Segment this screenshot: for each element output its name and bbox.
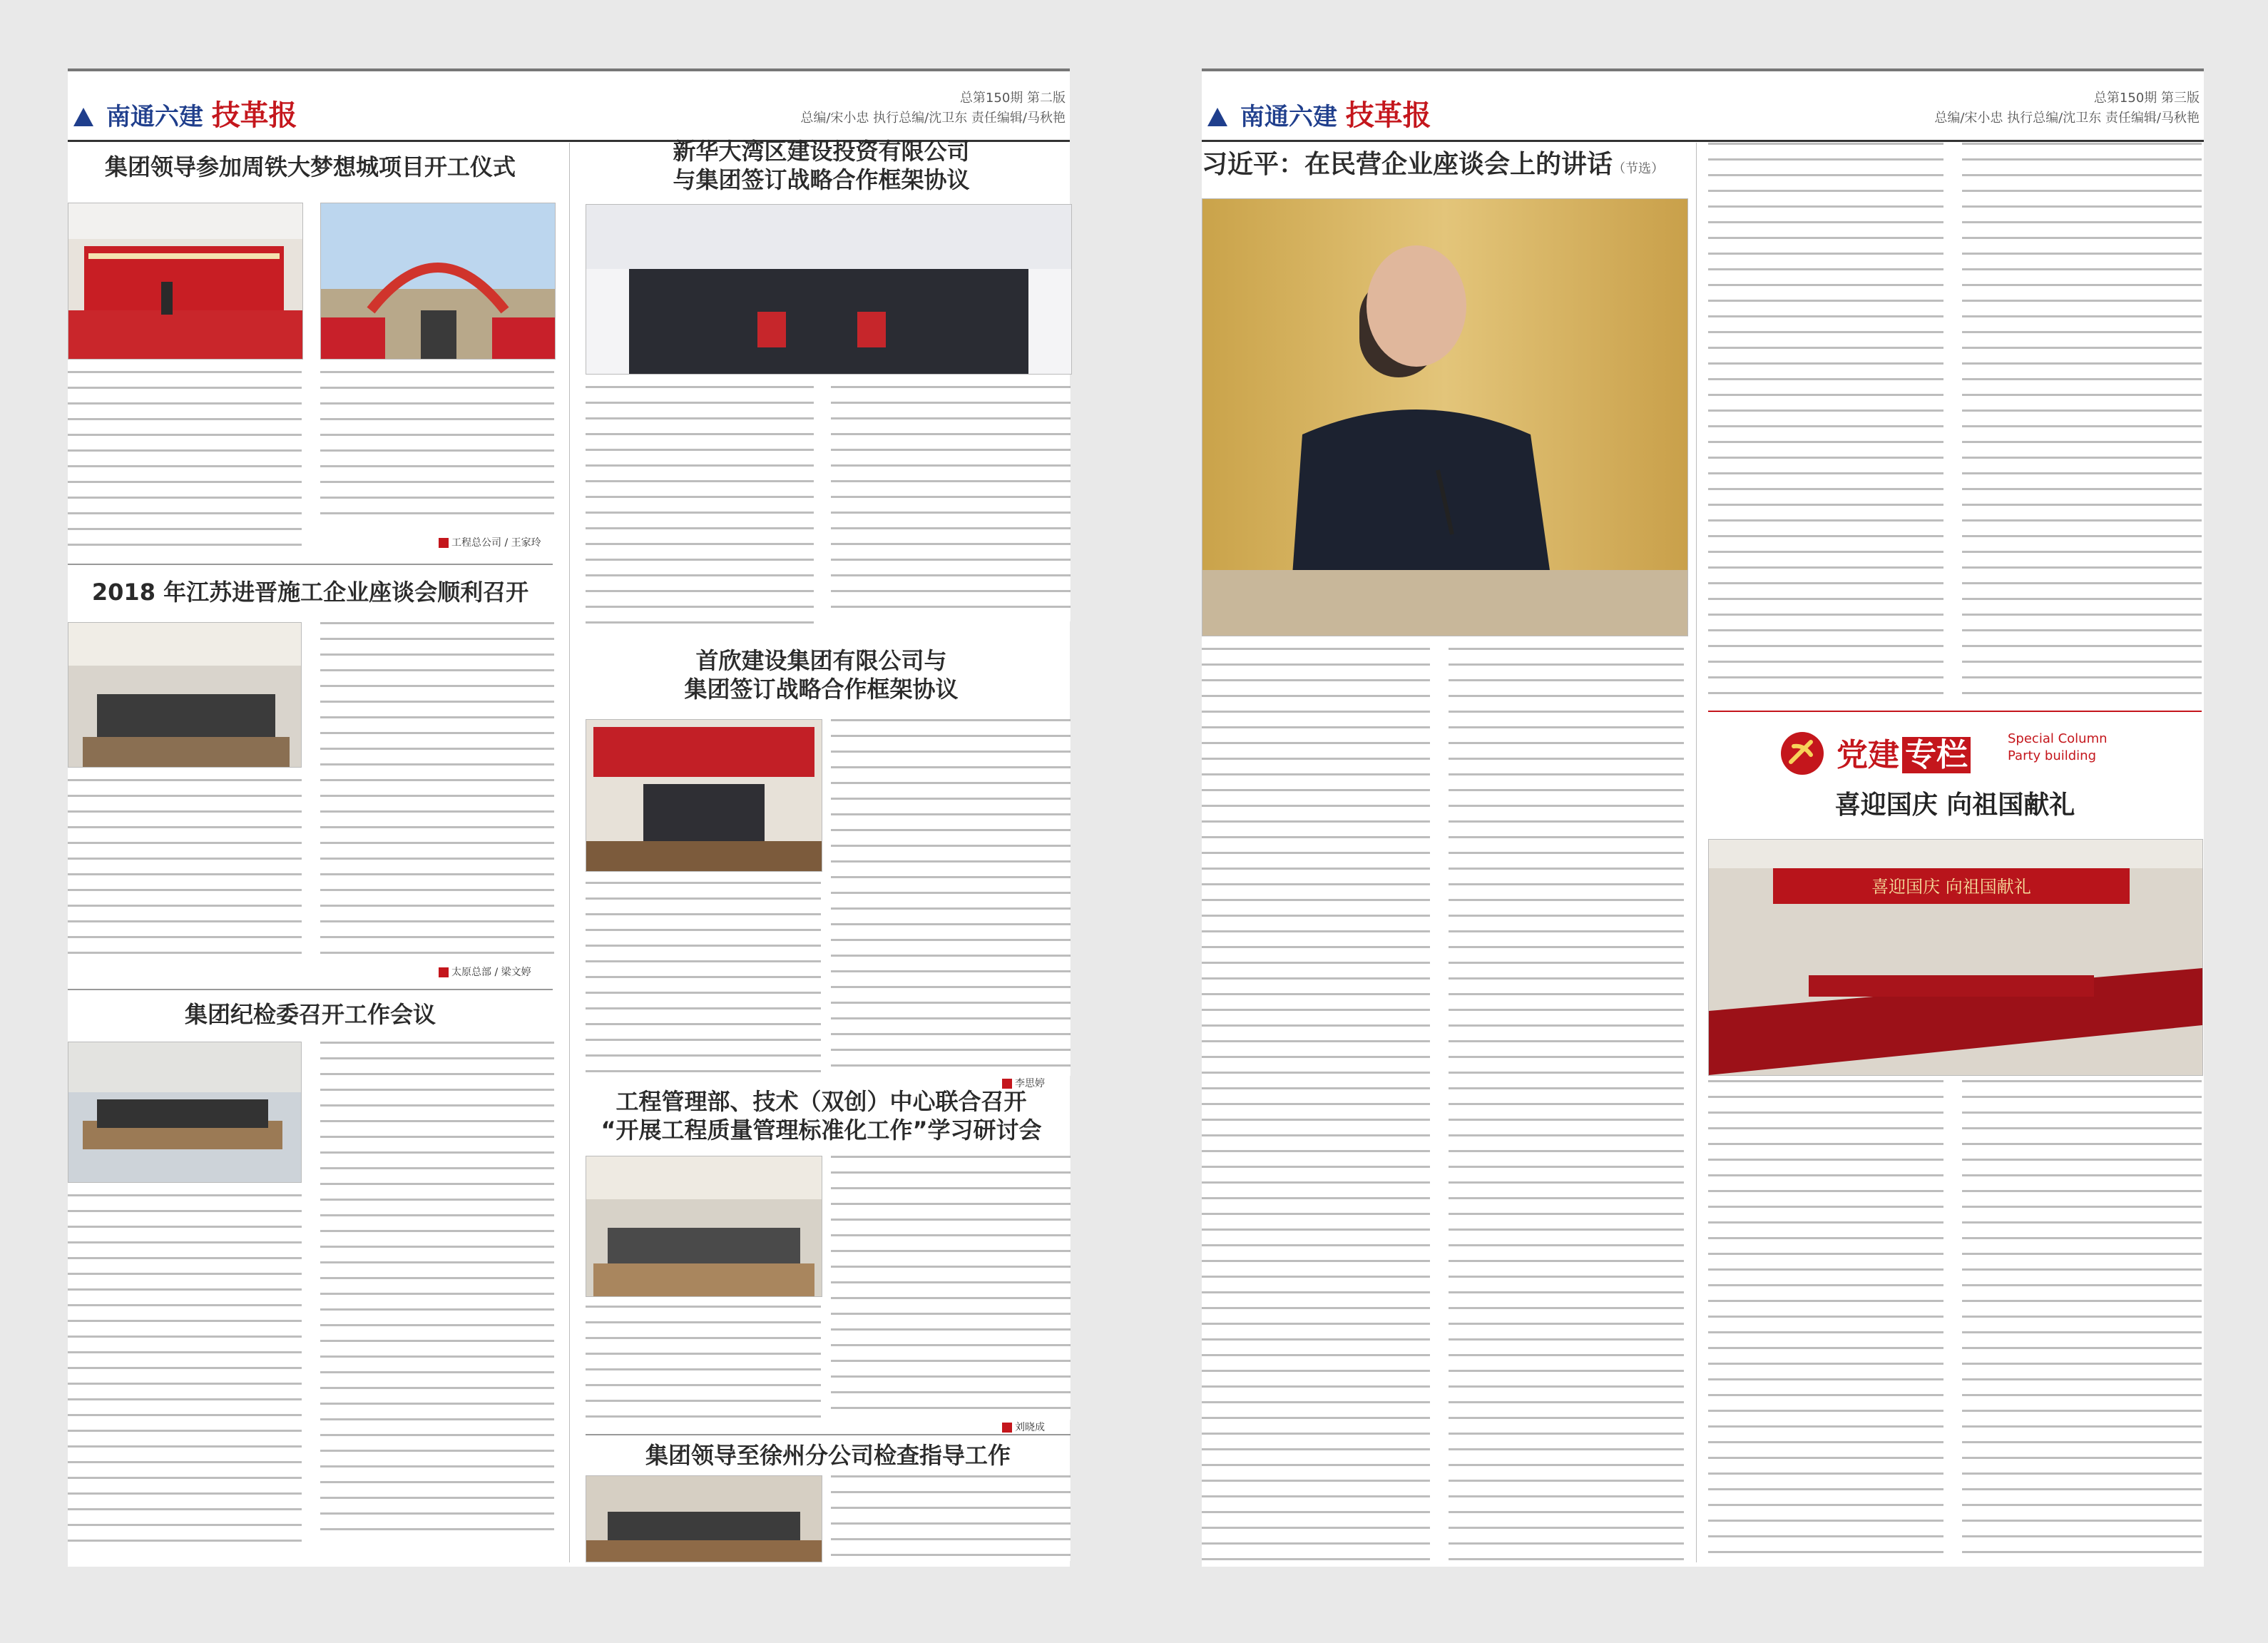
article-title: 2018 年江苏进晋施工企业座谈会顺利召开 [91, 579, 529, 606]
article-body [1202, 648, 1430, 1561]
article-body [586, 882, 821, 1082]
article-body [1708, 143, 1943, 699]
section-divider [68, 989, 553, 990]
article-body [831, 719, 1071, 1076]
article-source: 工程总公司 / 王家玲 [439, 535, 541, 549]
masthead-info [800, 88, 1066, 128]
article-body [831, 386, 1071, 621]
article-body [320, 622, 554, 957]
party-emblem-icon [1779, 731, 1825, 776]
article-body [586, 386, 814, 629]
article-body [586, 1306, 821, 1420]
section-divider [1708, 711, 2202, 712]
source-marker-icon [1002, 1423, 1012, 1433]
article-body [68, 779, 302, 957]
issue-number: 总第150期 第二版 [959, 91, 1066, 106]
top-rule [68, 68, 1070, 71]
article-source: 李思婷 [1002, 1076, 1045, 1090]
speaker-photo [1202, 198, 1688, 636]
source-marker-icon [439, 538, 449, 548]
article-body [1962, 1080, 2202, 1561]
article-body [68, 371, 302, 549]
article-body [68, 1194, 302, 1542]
masthead-logo [1207, 93, 1431, 133]
article-source: 刘晓成 [1002, 1420, 1045, 1434]
column-divider [1696, 143, 1697, 1562]
editor-credits: 总编/宋小忠 执行总编/沈卫东 责任编辑/马秋艳 [1934, 111, 2200, 126]
discipline-meeting-photo [68, 1042, 302, 1183]
editor-credits: 总编/宋小忠 执行总编/沈卫东 责任编辑/马秋艳 [800, 111, 1066, 126]
article-title: 集团领导参加周铁大梦想城项目开工仪式 [104, 153, 516, 180]
brand-name: 南通六建 [1240, 103, 1337, 131]
article-title: 集团纪检委召开工作会议 [184, 1001, 436, 1028]
ceremony-photo-1 [68, 203, 303, 360]
brand-name-red: 技革报 [1345, 98, 1431, 132]
section-divider [68, 564, 553, 565]
article-body [1708, 1080, 1943, 1561]
brand-name: 南通六建 [106, 103, 203, 131]
brand-name-red: 技革报 [211, 98, 297, 132]
source-marker-icon [439, 967, 449, 977]
article-body [320, 371, 554, 528]
inspection-photo [586, 1475, 822, 1562]
ceremony-photo-2 [320, 203, 556, 360]
party-column-title: 党建 专栏 [1837, 729, 1971, 775]
article-body [1449, 648, 1684, 1561]
article-body [831, 1475, 1071, 1561]
section-divider [586, 1434, 1071, 1435]
masthead-logo [73, 93, 297, 133]
logo-icon [1207, 108, 1227, 126]
column-divider [569, 143, 570, 1562]
feature-title: 习近平：在民营企业座谈会上的讲话（节选） [1202, 150, 1665, 179]
party-column-header [1708, 725, 2202, 782]
party-column-en: Special Column Party building [2008, 731, 2108, 763]
article-title: 首欣建设集团有限公司与 集团签订战略合作框架协议 [684, 647, 959, 703]
article-body [1962, 143, 2202, 699]
article-body [320, 1042, 554, 1541]
masthead-info [1934, 88, 2200, 128]
issue-number: 总第150期 第三版 [2093, 91, 2200, 106]
article-body [831, 1156, 1071, 1420]
article-title: 工程管理部、技术（双创）中心联合召开 “开展工程质量管理标准化工作”学习研讨会 [601, 1088, 1042, 1144]
masthead [68, 87, 1070, 142]
masthead [1202, 87, 2204, 142]
logo-icon [73, 108, 93, 126]
article-title: 集团领导至徐州分公司检查指导工作 [645, 1442, 1011, 1469]
party-meeting-photo [1708, 839, 2203, 1076]
article-title: 新华大湾区建设投资有限公司 与集团签订战略合作框架协议 [673, 138, 970, 193]
signing-photo [586, 719, 822, 872]
meeting-photo [68, 622, 302, 768]
newspaper-page-2 [68, 68, 1070, 1567]
newspaper-page-3 [1202, 68, 2204, 1567]
article-source: 太原总部 / 梁文婷 [439, 965, 531, 979]
banner-text: 喜迎国庆 向祖国献礼 [1871, 877, 2031, 897]
signing-group-photo [586, 204, 1072, 375]
party-headline: 喜迎国庆 向祖国献礼 [1834, 790, 2075, 820]
seminar-photo [586, 1156, 822, 1297]
top-rule [1202, 68, 2204, 71]
